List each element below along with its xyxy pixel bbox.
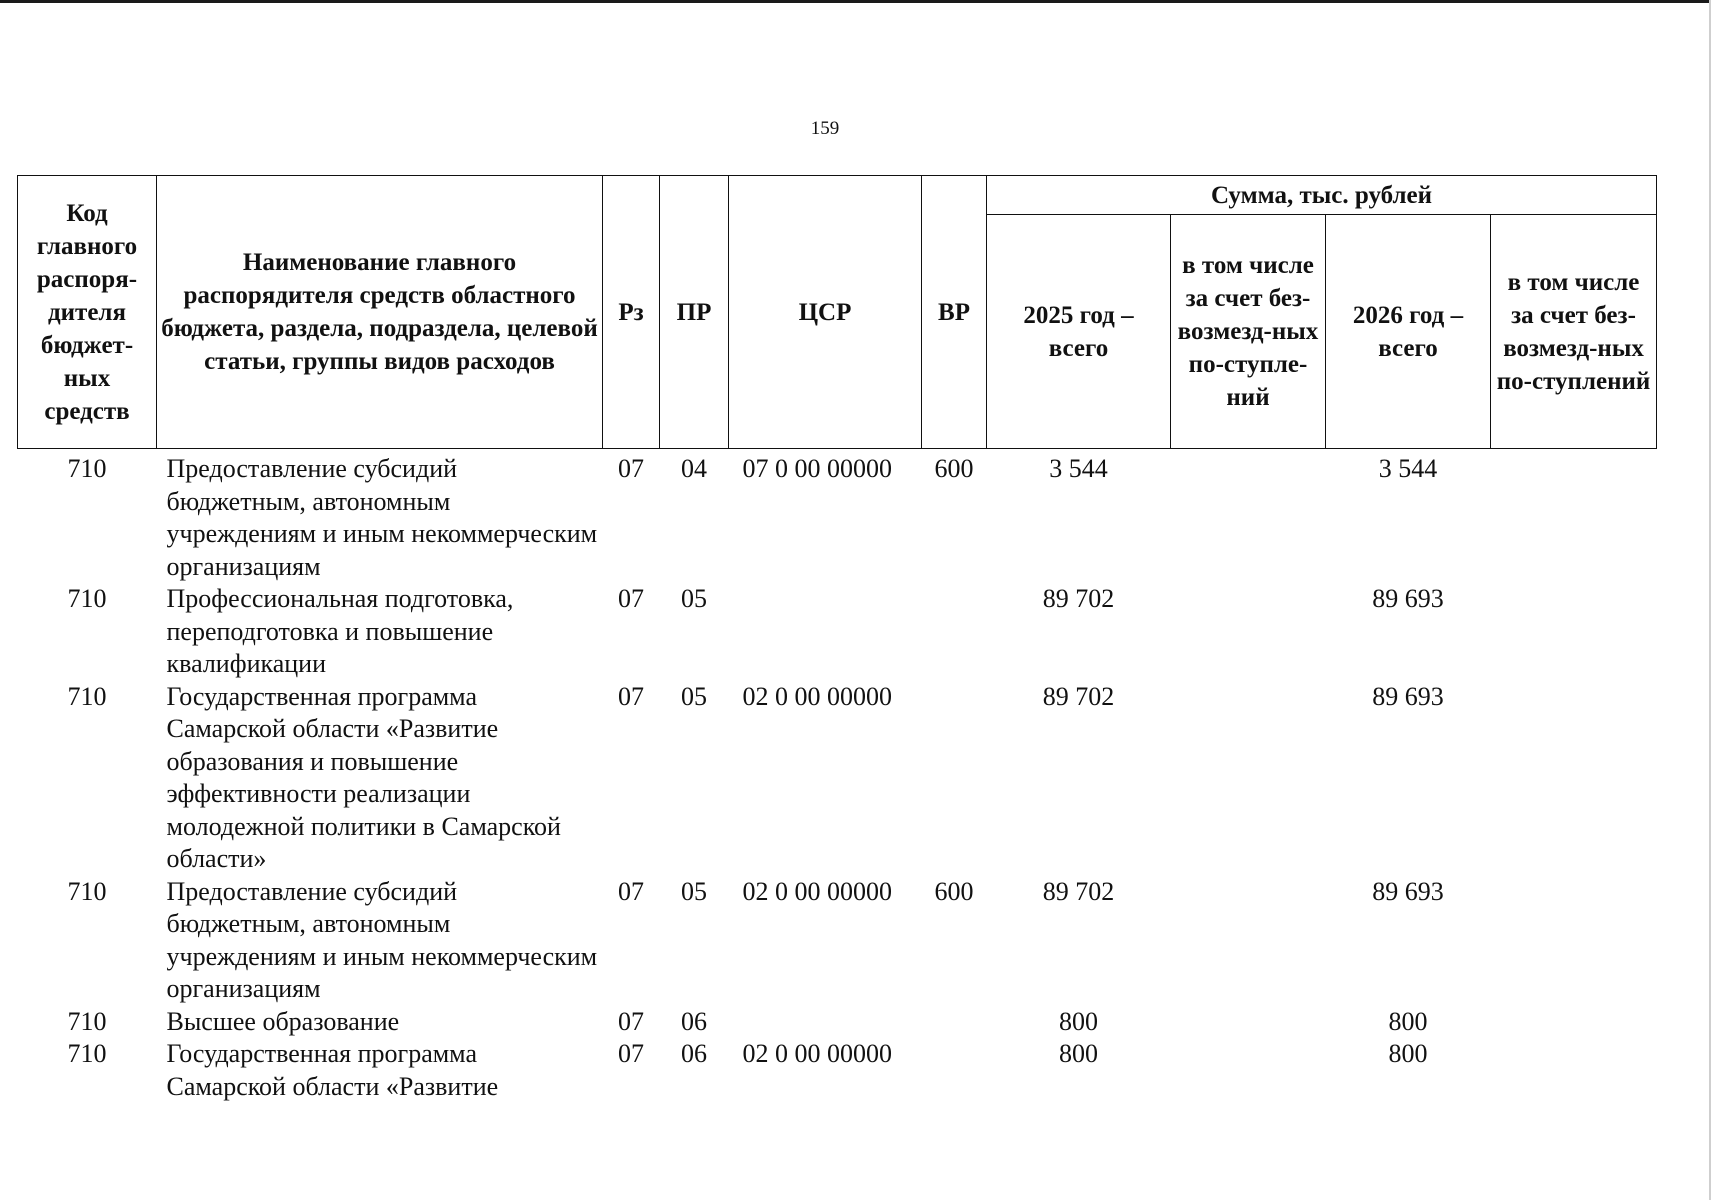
cell-free-2025	[1171, 1006, 1326, 1039]
cell-vr: 600	[934, 454, 974, 483]
cell-name: Высшее образование	[166, 1006, 400, 1036]
cell-total-2026: 3 544	[1378, 454, 1438, 483]
cell-free-2026	[1491, 583, 1657, 681]
cell-total-2026: 89 693	[1372, 876, 1444, 906]
cell-free-2025	[1171, 681, 1326, 876]
cell-code: 710	[67, 454, 107, 483]
cell-csr: 02 0 00 00000	[742, 1039, 892, 1068]
cell-csr: 02 0 00 00000	[742, 681, 892, 711]
header-total-2025: 2025 год – всего	[987, 215, 1171, 449]
cell-csr	[729, 583, 922, 681]
cell-name: Профессиональная подготовка, переподготовка и повышение квалификации	[166, 584, 514, 678]
table-row	[18, 583, 1657, 681]
cell-name: Предоставление субсидий бюджетным, автономным учреждениям и иным некоммерческим организациям	[166, 454, 598, 581]
cell-rz: 07	[618, 1006, 644, 1036]
table-body	[18, 449, 1657, 1104]
cell-rz: 07	[618, 584, 644, 613]
header-free-2026: в том числе за счет без-возмезд-ных по-ступлений	[1491, 215, 1657, 449]
cell-name: Государственная программа Самарской области «Развитие образования и повышение эффективности реализации молодежной политики в Самарской области»	[166, 681, 561, 873]
cell-vr	[922, 1006, 987, 1039]
header-pr: ПР	[660, 176, 729, 449]
cell-free-2025	[1171, 449, 1326, 584]
header-rz: Рз	[603, 176, 660, 449]
header-free-2025: в том числе за счет без-возмезд-ных по-ступле-ний	[1171, 215, 1326, 449]
cell-total-2025: 3 544	[1049, 454, 1108, 483]
table-row	[18, 1006, 1657, 1039]
page-number: 159	[810, 118, 840, 139]
cell-vr	[922, 681, 987, 876]
cell-pr: 05	[681, 584, 707, 613]
cell-name: Государственная программа Самарской области «Развитие	[166, 1039, 499, 1101]
cell-vr	[922, 1038, 987, 1103]
cell-total-2025: 89 702	[1042, 681, 1115, 711]
cell-pr: 04	[681, 454, 707, 483]
cell-free-2026	[1491, 876, 1657, 1006]
cell-total-2025: 800	[1059, 1039, 1098, 1068]
cell-free-2025	[1171, 583, 1326, 681]
cell-free-2025	[1171, 1038, 1326, 1103]
table-row	[18, 449, 1657, 584]
header-code: Код главного распоря-дителя бюджет-ных средств	[18, 176, 157, 449]
cell-pr: 05	[681, 876, 707, 906]
cell-total-2026: 89 693	[1372, 681, 1444, 711]
cell-free-2026	[1491, 1006, 1657, 1039]
cell-free-2026	[1491, 681, 1657, 876]
cell-code: 710	[67, 681, 107, 711]
cell-pr: 06	[681, 1039, 707, 1068]
cell-total-2026: 800	[1388, 1039, 1428, 1068]
cell-pr: 06	[681, 1006, 707, 1036]
cell-total-2026: 800	[1388, 1006, 1428, 1036]
table-row	[18, 681, 1657, 876]
cell-vr: 600	[934, 876, 974, 906]
cell-free-2026	[1491, 1038, 1657, 1103]
cell-rz: 07	[618, 876, 644, 906]
cell-rz: 07	[618, 681, 644, 711]
cell-csr: 02 0 00 00000	[742, 876, 892, 906]
header-sum-group: Сумма, тыс. рублей	[987, 176, 1657, 215]
scan-top-edge	[0, 0, 1711, 3]
cell-code: 710	[67, 584, 107, 613]
cell-free-2026	[1491, 449, 1657, 584]
header-vr: ВР	[922, 176, 987, 449]
cell-total-2025: 89 702	[1042, 584, 1115, 613]
table-row	[18, 876, 1657, 1006]
cell-total-2025: 800	[1059, 1006, 1098, 1036]
cell-csr	[729, 1006, 922, 1039]
cell-name: Предоставление субсидий бюджетным, автономным учреждениям и иным некоммерческим организациям	[166, 876, 598, 1003]
cell-total-2025: 89 702	[1042, 876, 1115, 906]
header-total-2026: 2026 год – всего	[1326, 215, 1491, 449]
cell-code: 710	[67, 1006, 107, 1036]
cell-pr: 05	[681, 681, 707, 711]
cell-rz: 07	[618, 1039, 644, 1068]
table-row	[18, 1038, 1657, 1103]
cell-total-2026: 89 693	[1372, 584, 1444, 613]
budget-table	[17, 175, 1657, 1103]
cell-free-2025	[1171, 876, 1326, 1006]
cell-vr	[922, 583, 987, 681]
cell-code: 710	[67, 876, 107, 906]
cell-rz: 07	[618, 454, 644, 483]
header-name: Наименование главного распорядителя средств областного бюджета, раздела, подраздела, целевой статьи, группы видов расходов	[157, 176, 603, 449]
cell-csr: 07 0 00 00000	[742, 454, 892, 483]
table-header	[18, 176, 1657, 449]
header-csr: ЦСР	[729, 176, 922, 449]
cell-code: 710	[67, 1039, 107, 1068]
